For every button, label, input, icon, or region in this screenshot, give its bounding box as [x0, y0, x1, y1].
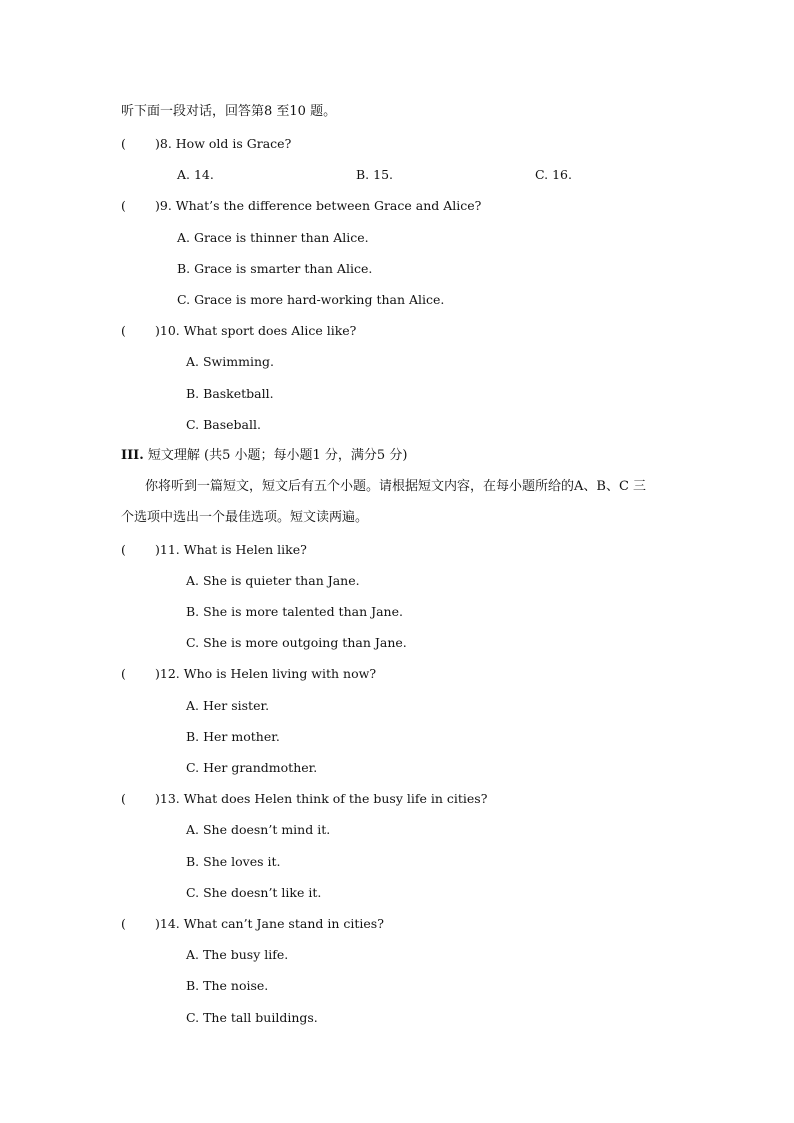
section-instructions-line2: 个选项中选出一个最佳选项。短文读两遍。	[121, 510, 369, 525]
question-10	[121, 323, 356, 339]
option-a: A. The busy life.	[186, 947, 289, 962]
answer-paren: (	[121, 198, 126, 213]
question-text: )8. How old is Grace?	[155, 136, 292, 151]
answer-paren: (	[121, 542, 126, 557]
option-a: A. Her sister.	[186, 698, 270, 713]
option-b: B. Grace is smarter than Alice.	[177, 261, 373, 276]
option-a: A. Swimming.	[186, 354, 274, 369]
answer-paren: (	[121, 916, 126, 931]
option-b: B. 15.	[356, 167, 394, 182]
question-text: )11. What is Helen like?	[155, 542, 307, 557]
question-9	[121, 198, 481, 214]
option-c: C. The tall buildings.	[186, 1010, 318, 1025]
question-14	[121, 916, 384, 932]
option-c: C. Grace is more hard-working than Alice.	[177, 292, 445, 307]
question-text: )13. What does Helen think of the busy life in cities?	[155, 791, 488, 806]
option-c: C. Baseball.	[186, 417, 261, 432]
option-a: A. She doesn’t mind it.	[186, 822, 331, 837]
question-13	[121, 791, 487, 807]
option-c: C. Her grandmother.	[186, 760, 318, 775]
section-title	[121, 448, 407, 464]
question-text: )12. Who is Helen living with now?	[155, 666, 377, 681]
question-12	[121, 666, 376, 682]
option-c: C. 16.	[535, 167, 572, 182]
option-b: B. The noise.	[186, 978, 269, 993]
section-instructions-line1: 你将听到一篇短文，短文后有五个小题。请根据短文内容，在每小题所给的A、B、C 三	[145, 479, 647, 494]
question-text: )9. What’s the difference between Grace and Alice?	[155, 198, 482, 213]
option-c: C. She doesn’t like it.	[186, 885, 322, 900]
option-b: B. Basketball.	[186, 386, 274, 401]
section-heading: 短文理解 (共5 小题；每小题1 分，满分5 分)	[143, 448, 408, 463]
question-text: )10. What sport does Alice like?	[155, 323, 357, 338]
answer-paren: (	[121, 323, 126, 338]
question-11	[121, 542, 307, 558]
question-8	[121, 136, 291, 152]
answer-paren: (	[121, 666, 126, 681]
option-b: B. Her mother.	[186, 729, 280, 744]
answer-paren: (	[121, 791, 126, 806]
section-number: III.	[121, 448, 144, 463]
option-a: A. She is quieter than Jane.	[186, 573, 360, 588]
answer-paren: (	[121, 136, 126, 151]
option-b: B. She loves it.	[186, 854, 281, 869]
option-c: C. She is more outgoing than Jane.	[186, 635, 407, 650]
question-text: )14. What can’t Jane stand in cities?	[155, 916, 384, 931]
part-intro: 听下面一段对话，回答第8 至10 题。	[121, 104, 337, 119]
option-a: A. Grace is thinner than Alice.	[177, 230, 369, 245]
option-a: A. 14.	[177, 167, 214, 182]
option-b: B. She is more talented than Jane.	[186, 604, 403, 619]
